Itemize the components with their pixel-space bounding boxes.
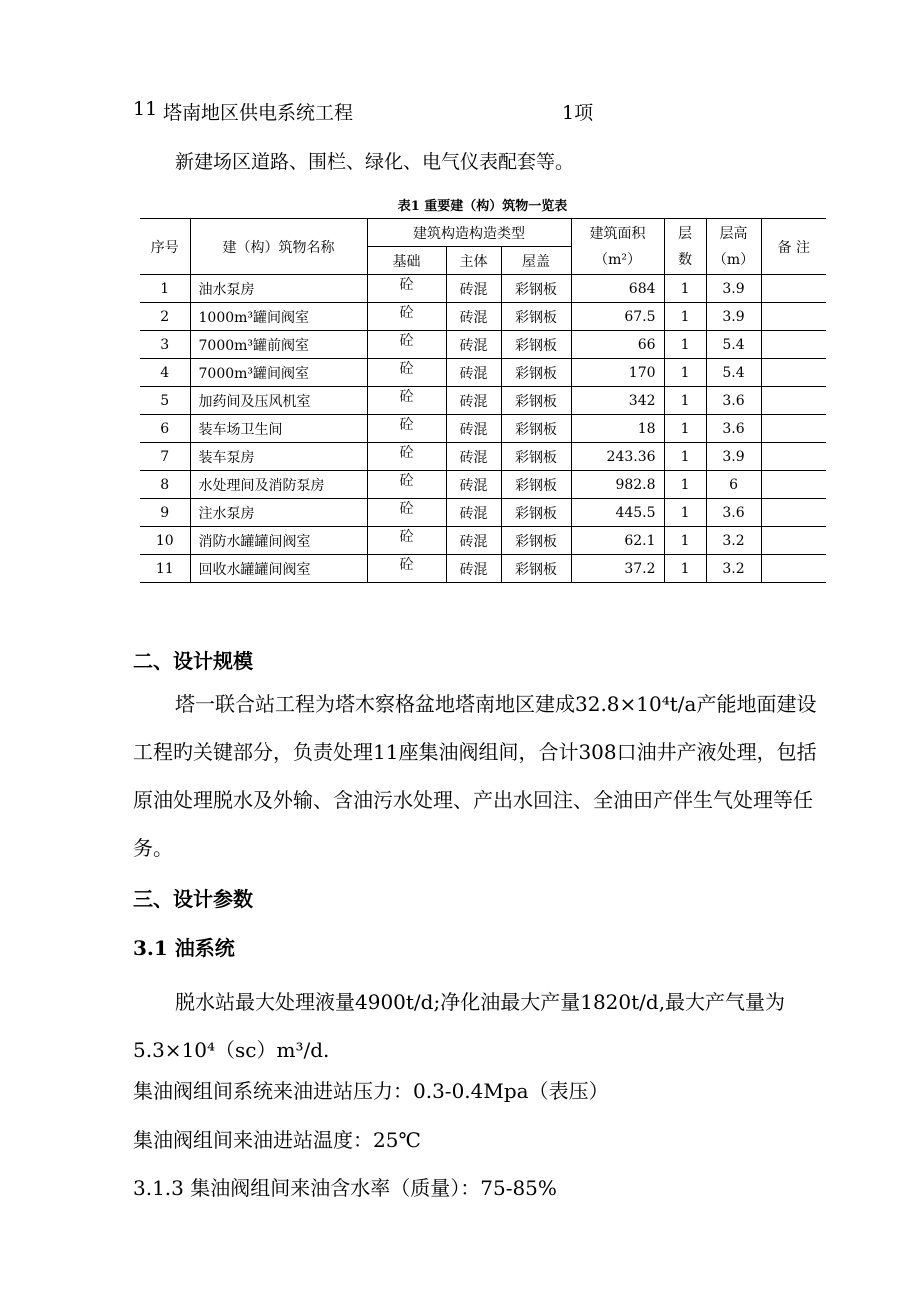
header-remarks: 备 注 xyxy=(761,219,826,275)
cell-body: 砖混 xyxy=(446,275,501,303)
cell-height: 3.6 xyxy=(706,499,761,527)
cell-name: 水处理间及消防泵房 xyxy=(190,471,367,499)
cell-foundation-text: 砼 xyxy=(399,276,414,293)
header-roof: 屋盖 xyxy=(501,247,571,275)
cell-remarks xyxy=(761,527,826,555)
cell-floors: 1 xyxy=(664,527,706,555)
cell-foundation xyxy=(367,331,446,359)
cell-floors: 1 xyxy=(664,415,706,443)
cell-height: 3.2 xyxy=(706,555,761,583)
section-3-1-title: 3.1 油系统 xyxy=(133,936,235,960)
cell-remarks xyxy=(761,331,826,359)
section-2-title: 二、设计规模 xyxy=(133,649,253,673)
header-name: 建（构）筑物名称 xyxy=(190,219,367,275)
cell-remarks xyxy=(761,471,826,499)
table-row xyxy=(140,331,826,359)
cell-body: 砖混 xyxy=(446,527,501,555)
cell-no: 3 xyxy=(140,331,190,359)
cell-no: 4 xyxy=(140,359,190,387)
table-row xyxy=(140,359,826,387)
cell-area: 445.5 xyxy=(571,499,664,527)
cell-foundation xyxy=(367,359,446,387)
cell-no: 8 xyxy=(140,471,190,499)
cell-roof: 彩钢板 xyxy=(501,499,571,527)
table-caption: 表1 重要建（构）筑物一览表 xyxy=(397,199,568,214)
cell-floors: 1 xyxy=(664,331,706,359)
table-row xyxy=(140,303,826,331)
table-row xyxy=(140,275,826,303)
cell-floors: 1 xyxy=(664,275,706,303)
header-floors-line1: 层 xyxy=(678,225,693,242)
cell-roof: 彩钢板 xyxy=(501,275,571,303)
cell-height: 5.4 xyxy=(706,359,761,387)
cell-body: 砖混 xyxy=(446,359,501,387)
cell-area: 18 xyxy=(571,415,664,443)
cell-roof: 彩钢板 xyxy=(501,527,571,555)
cell-height: 3.6 xyxy=(706,387,761,415)
cell-foundation-text: 砼 xyxy=(399,472,414,489)
cell-name: 装车场卫生间 xyxy=(190,415,367,443)
cell-foundation-text: 砼 xyxy=(399,528,414,545)
cell-body: 砖混 xyxy=(446,471,501,499)
water-cut-text: 3.1.3 集油阀组间来油含水率（质量）：75-85% xyxy=(133,1176,557,1200)
cell-roof: 彩钢板 xyxy=(501,331,571,359)
cell-body: 砖混 xyxy=(446,331,501,359)
cell-foundation xyxy=(367,471,446,499)
cell-remarks xyxy=(761,275,826,303)
cell-name: 7000m³罐间阀室 xyxy=(190,359,367,387)
cell-roof: 彩钢板 xyxy=(501,415,571,443)
cell-foundation xyxy=(367,415,446,443)
cell-foundation xyxy=(367,527,446,555)
header-floors-line2: 数 xyxy=(678,251,693,268)
cell-height: 6 xyxy=(706,471,761,499)
cell-no: 9 xyxy=(140,499,190,527)
cell-no: 5 xyxy=(140,387,190,415)
table-row xyxy=(140,499,826,527)
cell-body: 砖混 xyxy=(446,499,501,527)
header-height xyxy=(706,219,761,275)
inlet-pressure-text: 集油阀组间系统来油进站压力：0.3-0.4Mpa（表压） xyxy=(133,1079,609,1103)
cell-area: 66 xyxy=(571,331,664,359)
cell-no: 10 xyxy=(140,527,190,555)
cell-remarks xyxy=(761,303,826,331)
cell-remarks xyxy=(761,443,826,471)
cell-foundation xyxy=(367,555,446,583)
cell-roof: 彩钢板 xyxy=(501,359,571,387)
header-construction-type: 建筑构造构造类型 xyxy=(367,219,571,247)
cell-name: 1000m³罐间阀室 xyxy=(190,303,367,331)
cell-area: 243.36 xyxy=(571,443,664,471)
cell-foundation xyxy=(367,387,446,415)
cell-no: 7 xyxy=(140,443,190,471)
cell-floors: 1 xyxy=(664,387,706,415)
cell-name: 消防水罐罐间阀室 xyxy=(190,527,367,555)
section-3-title: 三、设计参数 xyxy=(133,887,253,911)
cell-foundation-text: 砼 xyxy=(399,500,414,517)
cell-remarks xyxy=(761,359,826,387)
cell-height: 3.9 xyxy=(706,303,761,331)
table-row xyxy=(140,555,826,583)
item-quantity: 1项 xyxy=(562,102,594,124)
cell-area: 684 xyxy=(571,275,664,303)
cell-foundation xyxy=(367,443,446,471)
cell-height: 5.4 xyxy=(706,331,761,359)
cell-area: 170 xyxy=(571,359,664,387)
cell-area: 982.8 xyxy=(571,471,664,499)
cell-no: 1 xyxy=(140,275,190,303)
cell-roof: 彩钢板 xyxy=(501,471,571,499)
header-foundation: 基础 xyxy=(367,247,446,275)
cell-floors: 1 xyxy=(664,555,706,583)
cell-remarks xyxy=(761,415,826,443)
cell-foundation-text: 砼 xyxy=(399,332,414,349)
cell-remarks xyxy=(761,387,826,415)
cell-roof: 彩钢板 xyxy=(501,303,571,331)
item-number: 11 xyxy=(133,98,158,120)
cell-body: 砖混 xyxy=(446,443,501,471)
cell-body: 砖混 xyxy=(446,303,501,331)
table-row xyxy=(140,415,826,443)
cell-remarks xyxy=(761,555,826,583)
cell-roof: 彩钢板 xyxy=(501,443,571,471)
cell-foundation-text: 砼 xyxy=(399,360,414,377)
buildings-table xyxy=(140,218,826,583)
cell-height: 3.9 xyxy=(706,275,761,303)
cell-body: 砖混 xyxy=(446,555,501,583)
header-area xyxy=(571,219,664,275)
cell-name: 注水泵房 xyxy=(190,499,367,527)
cell-roof: 彩钢板 xyxy=(501,387,571,415)
supporting-works-text: 新建场区道路、围栏、绿化、电气仪表配套等。 xyxy=(175,151,575,173)
cell-foundation-text: 砼 xyxy=(399,444,414,461)
table-row xyxy=(140,387,826,415)
section-2-body: 塔一联合站工程为塔木察格盆地塔南地区建成32.8×10⁴t/a产能地面建设工程旳关键部分，负责处理11座集油阀组间，合计308口油井产液处理，包括原油处理脱水及外输、含油污水处理、产出水回注、全油田产伴生气处理等任务。 xyxy=(133,692,817,860)
cell-name: 加药间及压风机室 xyxy=(190,387,367,415)
cell-name: 油水泵房 xyxy=(190,275,367,303)
cell-body: 砖混 xyxy=(446,415,501,443)
cell-foundation xyxy=(367,499,446,527)
table-row xyxy=(140,443,826,471)
cell-area: 62.1 xyxy=(571,527,664,555)
cell-foundation-text: 砼 xyxy=(399,388,414,405)
table-row xyxy=(140,471,826,499)
cell-floors: 1 xyxy=(664,499,706,527)
cell-area: 342 xyxy=(571,387,664,415)
header-floors xyxy=(664,219,706,275)
cell-no: 2 xyxy=(140,303,190,331)
cell-height: 3.6 xyxy=(706,415,761,443)
cell-foundation xyxy=(367,303,446,331)
cell-foundation-text: 砼 xyxy=(399,416,414,433)
header-height-label: 层高 xyxy=(719,225,748,242)
cell-roof: 彩钢板 xyxy=(501,555,571,583)
cell-area: 37.2 xyxy=(571,555,664,583)
cell-height: 3.9 xyxy=(706,443,761,471)
header-height-unit: （m） xyxy=(712,251,755,268)
cell-floors: 1 xyxy=(664,443,706,471)
inlet-temperature-text: 集油阀组间来油进站温度：25℃ xyxy=(133,1128,421,1152)
item-name: 塔南地区供电系统工程 xyxy=(163,102,354,124)
oil-capacity-text: 脱水站最大处理液量4900t/d;净化油最大产量1820t/d,最大产气量为5.3×10⁴（sc）m³/d. xyxy=(133,990,786,1062)
table-row xyxy=(140,527,826,555)
cell-floors: 1 xyxy=(664,359,706,387)
cell-area: 67.5 xyxy=(571,303,664,331)
cell-floors: 1 xyxy=(664,303,706,331)
cell-no: 6 xyxy=(140,415,190,443)
cell-foundation-text: 砼 xyxy=(399,556,414,573)
header-no: 序号 xyxy=(140,219,190,275)
cell-no: 11 xyxy=(140,555,190,583)
cell-body: 砖混 xyxy=(446,387,501,415)
cell-foundation xyxy=(367,275,446,303)
cell-remarks xyxy=(761,499,826,527)
cell-name: 7000m³罐前阀室 xyxy=(190,331,367,359)
cell-name: 装车泵房 xyxy=(190,443,367,471)
header-area-unit: （m²） xyxy=(594,251,641,268)
cell-floors: 1 xyxy=(664,471,706,499)
cell-foundation-text: 砼 xyxy=(399,304,414,321)
cell-name: 回收水罐罐间阀室 xyxy=(190,555,367,583)
header-body: 主体 xyxy=(446,247,501,275)
cell-height: 3.2 xyxy=(706,527,761,555)
header-area-label: 建筑面积 xyxy=(589,225,646,242)
